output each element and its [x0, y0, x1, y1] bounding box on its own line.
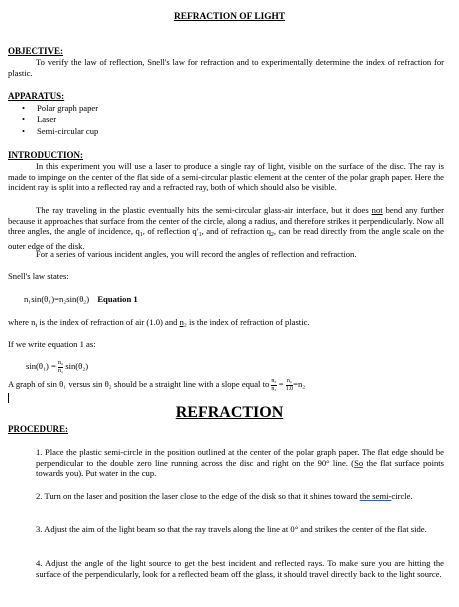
where-n2: n₂ — [179, 317, 187, 327]
snell-law-intro: Snell's law states: — [8, 271, 69, 281]
procedure-step-3: 3. Adjust the aim of the light beam so that the ray travels along the line at 0° and strikes the center of the flat side. — [36, 524, 427, 534]
emphasis-not: not — [371, 205, 383, 215]
equals-sign: = — [276, 378, 286, 389]
intro-p2-text: , can be read directly from the angle scale on the outer edge of the disk. — [8, 226, 444, 251]
equation-2-left: sin(θ₁) = — [26, 360, 59, 371]
objective-text: To verify the law of reflection, Snell's law for refraction and to experimentally determine the index of refraction for plastic. — [8, 57, 444, 78]
graph-slope-text — [8, 378, 453, 392]
intro-p2-text: , and of refraction q — [201, 226, 271, 237]
equation-1-formula: n₁sin(θ₁)=n₂sin(θ₂) — [24, 294, 90, 304]
equation-2 — [26, 360, 88, 374]
step-text: 2. Turn on the laser and position the laser close to the edge of the disk so that it shines toward — [36, 491, 360, 501]
introduction-paragraph-1: In this experiment you will use a laser to produce a single ray of light, visible on the surface of the disc. The ray is made to impinge on the center of the flat side of a semi-circular plastic element at the center of the polar graph paper. Here the incident ray is split into a reflected ray and a refracted ray, both of which should also be visible. — [8, 161, 444, 193]
equation-1-label: Equation 1 — [97, 294, 138, 304]
apparatus-list — [22, 103, 98, 137]
document-title: REFRACTION OF LIGHT — [173, 12, 286, 22]
apparatus-heading: APPARATUS: — [8, 91, 65, 101]
fraction-denominator: 1.0 — [285, 385, 294, 392]
fraction-numerator: n₂ — [286, 378, 292, 384]
slope-result: =n₂ — [293, 378, 306, 389]
introduction-paragraph-3: For a series of various incident angles, you will record the angles of reflection and refraction. — [36, 249, 357, 259]
fraction-numerator: n₂ — [271, 378, 277, 384]
procedure-step-1 — [36, 447, 444, 479]
introduction-heading: INTRODUCTION: — [8, 150, 84, 160]
where-text: where $n_i$ is the index of refraction of air (1.0) and n₂ is the index of refraction of plastic. — [8, 317, 310, 329]
fraction-denominator: n₁ — [271, 385, 277, 392]
apparatus-item: • Laser — [22, 114, 98, 125]
intro-p2-text: bend any further because it approaches that surface from the center of the circle, along a radius, and therefore strikes it perpendicularly. Now all three angles, the angle of incidence, q — [8, 205, 444, 237]
section-title: REFRACTION — [175, 404, 284, 421]
intro-p2-text: The ray traveling in the plastic eventually hits the semi-circular glass-air interface, but it does — [36, 205, 372, 215]
objective-heading: OBJECTIVE: — [8, 46, 64, 56]
step-text-underlined: the semi- — [359, 491, 392, 501]
fraction-numerator: n₂ — [58, 360, 64, 366]
fraction-denominator: n₁ — [58, 367, 64, 374]
step-text-underlined: So — [354, 457, 364, 468]
step-text: circle. — [391, 491, 413, 501]
step-text: 1. Place the plastic semi-circle in the position outlined at the center of the polar graph paper. The flat edge should be perpendicular to the double zero line running across the disc and right on the 90° line. ( — [36, 447, 444, 468]
procedure-step-2 — [36, 491, 444, 502]
where-text-part: is the index of refraction of plastic. — [186, 317, 310, 327]
introduction-paragraph-2: The ray traveling in the plastic eventually hits the semi-circular glass-air interface, but it does not bend any further because it approaches that surface from the center of the circle, along a radius, and therefore strikes it perpendicularly. Now all three angles, the angle of incidence, $q_1$, of reflection $q'_1$, and of refraction $q_2$, can be read directly from the angle scale on the outer edge of the disk. — [8, 205, 444, 251]
procedure-step-4: 4. Adjust the angle of the light source to get the best incident and reflected rays. To make sure you are hitting the surface of the perpendicularly, look for a reflected beam off the glass, it should travel directly back to the light source. — [36, 558, 444, 579]
equation-2-right: sin(θ₂) — [63, 360, 89, 371]
rewrite-text: If we write equation 1 as: — [8, 339, 96, 349]
equation-1 — [24, 294, 138, 305]
apparatus-item: • Polar graph paper — [22, 103, 98, 114]
text-cursor[interactable] — [8, 393, 9, 403]
apparatus-item: • Semi-circular cup — [22, 126, 98, 137]
procedure-heading: PROCEDURE: — [8, 424, 68, 434]
step-text: the flat surface points towards you). Put water in the cup. — [36, 457, 444, 479]
graph-text: A graph of sin θ₁ versus sin θ₂ should be a straight line with a slope equal to — [8, 378, 272, 389]
where-text-part: where n — [8, 317, 36, 327]
intro-p2-text: , of reflection q′ — [142, 226, 199, 237]
where-text-part: is the index of refraction of air (1.0) and — [37, 317, 180, 327]
